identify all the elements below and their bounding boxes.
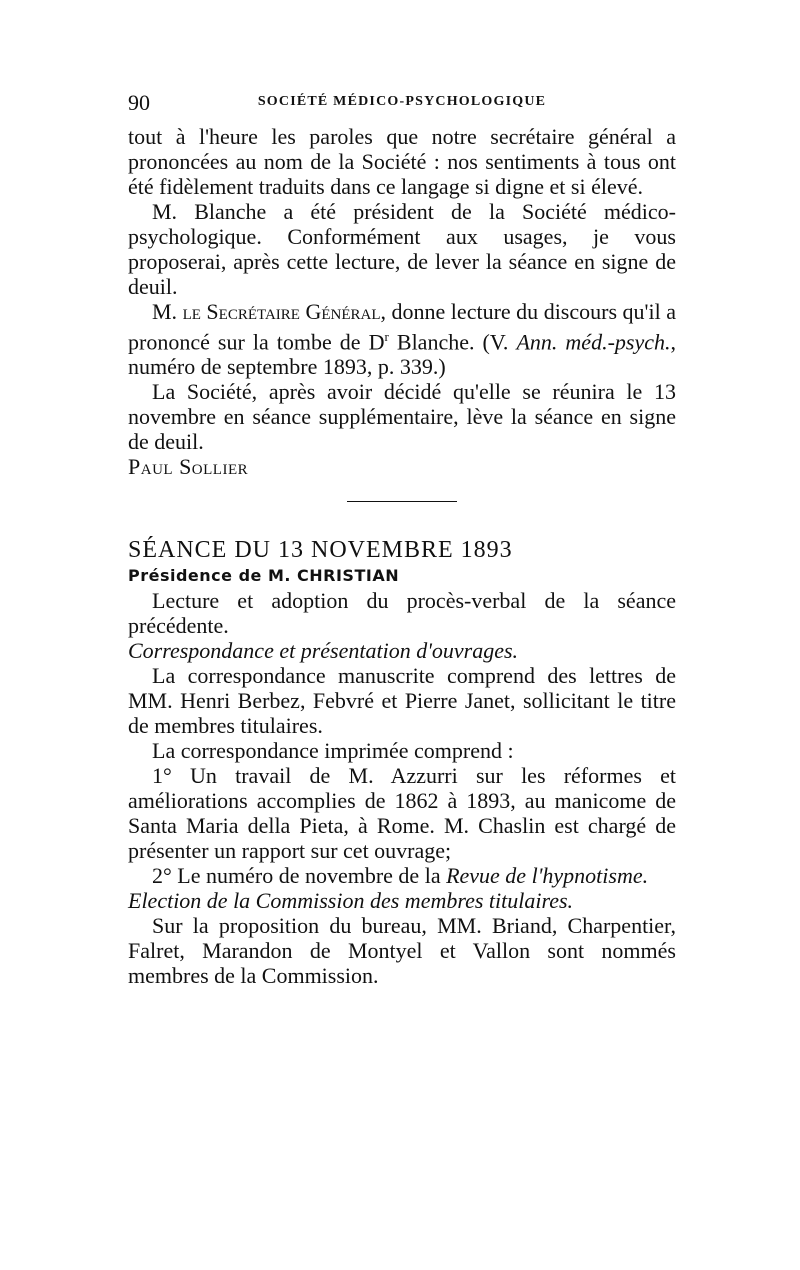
page-number: 90: [128, 90, 150, 115]
paragraph-text: Blanche. (V.: [388, 329, 517, 355]
paragraph: La Société, après avoir décidé qu'elle se réunira le 13 novembre en séance supplémentaire, lève la séance en signe de deuil.: [128, 379, 676, 455]
paragraph: M. Blanche a été président de la Société médico-psychologique. Conformément aux usages, je vous proposerai, après cette lecture, de lever la séance en signe de deuil.: [128, 199, 676, 299]
running-head: SOCIÉTÉ MÉDICO-PSYCHOLOGIQUE: [257, 94, 547, 109]
presidence-line: Présidence de M. CHRISTIAN: [128, 566, 400, 586]
paragraph-text: donne lecture du discours qu'il a prononcé sur la tombe de D: [128, 299, 676, 355]
section-title-election: Election de la Commission des membres titulaires.: [128, 888, 574, 914]
paragraph: La correspondance manuscrite comprend des lettres de MM. Henri Berbez, Febvré et Pierre Janet, sollicitant le titre de membres titulaires.: [128, 663, 676, 739]
session-title: SÉANCE DU 13 NOVEMBRE 1893: [128, 537, 513, 564]
list-item: 1° Un travail de M. Azzurri sur les réformes et améliorations accomplies de 1862 à 1893, au manicome de Santa Maria della Pieta, à Rome. M. Chaslin est chargé de présenter un rapport sur cet ouvrage;: [128, 763, 676, 864]
list-item: [128, 863, 676, 888]
page-header: [128, 90, 676, 120]
list-item-text: 2° Le numéro de novembre de la: [152, 863, 447, 889]
journal-citation: Ann. méd.-psych.: [516, 329, 671, 355]
section-title-correspondance: Correspondance et présentation d'ouvrages.: [128, 638, 519, 664]
paragraph: tout à l'heure les paroles que notre secrétaire général a prononcées au nom de la Société : nos sentiments à tous ont été fidèlement traduits dans ce langage si digne et si élevé.: [128, 124, 676, 199]
paragraph: [128, 299, 676, 379]
speaker-name: M. le Secrétaire Général,: [152, 299, 387, 324]
paragraph: La correspondance imprimée comprend :: [152, 738, 514, 764]
paragraph: Lecture et adoption du procès-verbal de la séance précédente.: [128, 588, 676, 639]
signature: Paul Sollier: [128, 454, 249, 480]
paragraph: Sur la proposition du bureau, MM. Briand, Charpentier, Falret, Marandon de Montyel et Vallon sont nommés membres de la Commission.: [128, 913, 676, 989]
paragraph-text: , numéro de septembre 1893, p. 339.): [128, 329, 676, 380]
section-divider: [347, 501, 457, 502]
superscript: r: [384, 329, 389, 344]
page-body: [128, 124, 676, 988]
journal-title: Revue de l'hypnotisme.: [446, 863, 649, 889]
